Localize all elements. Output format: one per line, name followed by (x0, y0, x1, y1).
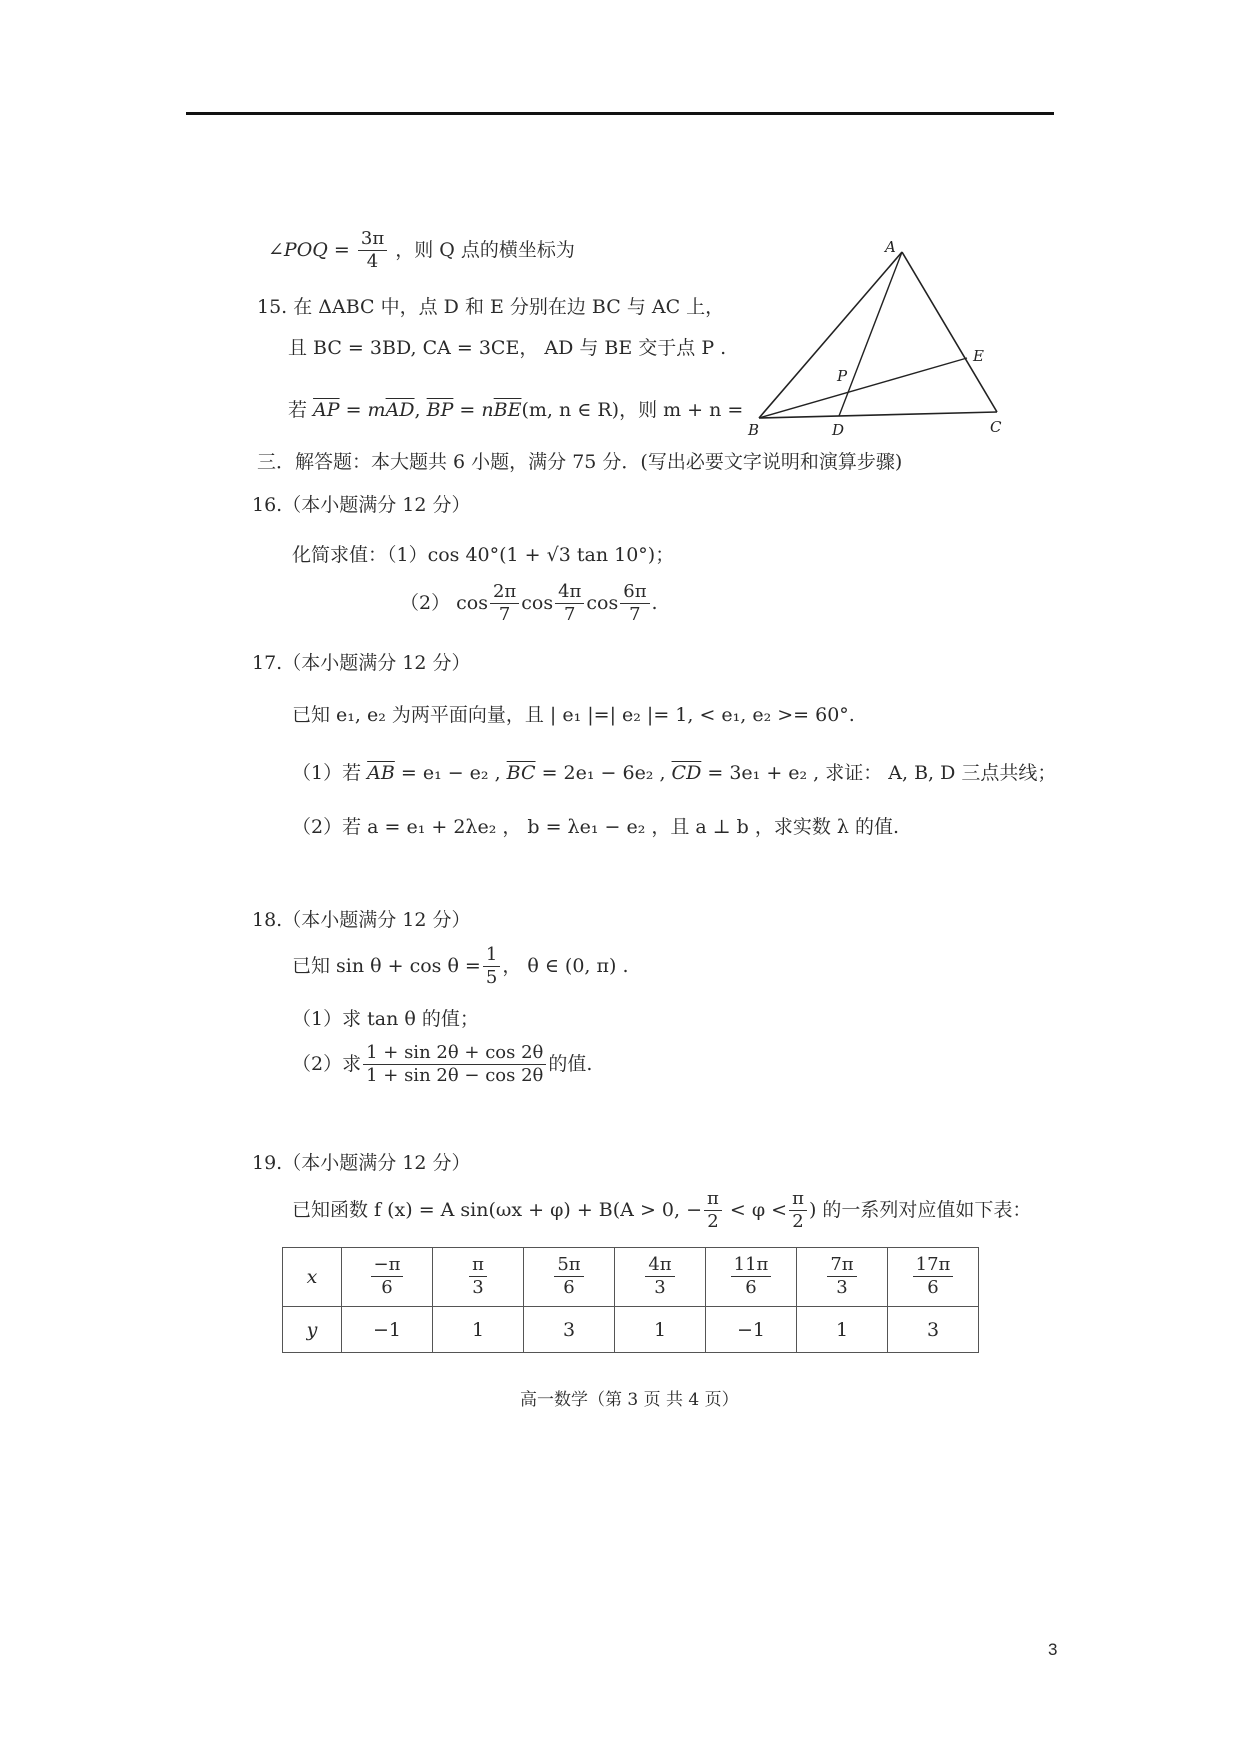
q15-line3-prefix: 若 (288, 399, 314, 421)
q15-comma: , (414, 399, 427, 421)
q18-part1: （1）求 tan θ 的值； (292, 1008, 479, 1030)
q16-cos3: cos (586, 591, 619, 614)
table-x-label: x (283, 1248, 342, 1307)
table-x-num: 11π (731, 1256, 772, 1277)
table-cell-y: 1 (797, 1307, 888, 1353)
table-x-num: 5π (554, 1256, 583, 1277)
vector-bc: $\overline{BC}$ (506, 762, 536, 784)
q15-line3 (288, 395, 743, 422)
q18-given-prefix: 已知 sin θ + cos θ = (292, 954, 481, 977)
q14-lhs: ∠POQ = (268, 238, 350, 261)
table-x-num: 7π (827, 1256, 856, 1277)
q14-text: ，则 Q 点的横坐标为 (395, 238, 575, 261)
table-cell-x (888, 1248, 979, 1307)
q17-part1-a: = e₁ − e₂ , (394, 762, 507, 784)
side-ab (759, 252, 902, 418)
q14-frac-den: 4 (366, 250, 379, 272)
q16-cos2: cos (521, 591, 554, 614)
table-cell-x (433, 1248, 524, 1307)
q18-given-den: 5 (485, 966, 498, 988)
table-x-den: 6 (563, 1277, 575, 1298)
table-x-num: 17π (913, 1256, 954, 1277)
q16-part2 (400, 583, 658, 625)
q15-eq1: = m (339, 399, 386, 421)
q16-frac2-num: 4π (555, 583, 584, 604)
q14-fraction (358, 230, 387, 272)
q16-frac1-den: 7 (498, 603, 511, 625)
page-footer: 高一数学（第 3 页 共 4 页） (520, 1390, 739, 1410)
q19-header: 19.（本小题满分 12 分） (252, 1152, 471, 1174)
label-p: P (837, 367, 848, 385)
label-a: A (885, 240, 896, 256)
q16-frac1 (490, 583, 519, 625)
q16-end: . (651, 591, 658, 614)
side-bc (759, 412, 997, 418)
q17-part1 (292, 758, 1056, 785)
q17-part2: （2）若 a = e₁ + 2λe₂ ， b = λe₁ − e₂ ，且 a ⊥ b ，求实数 λ 的值. (292, 816, 900, 838)
q16-frac3-num: 6π (620, 583, 649, 604)
vector-ad: $\overline{AD}$ (385, 399, 415, 421)
q18-given-frac (483, 946, 500, 988)
q14-frac-num: 3π (358, 230, 387, 251)
table-cell-y: 1 (433, 1307, 524, 1353)
value-table (282, 1247, 979, 1353)
q19-pi1 (704, 1190, 722, 1232)
q17-part1-c: = 3e₁ + e₂ , 求证： A, B, D 三点共线； (701, 762, 1057, 784)
section-three-title: 三．解答题：本大题共 6 小题，满分 75 分．(写出必要文字说明和演算步骤) (257, 451, 903, 473)
q15-line2: 且 BC = 3BD, CA = 3CE， AD 与 BE 交于点 P . (288, 337, 727, 359)
q16-frac2-den: 7 (564, 603, 576, 625)
vector-cd: $\overline{CD}$ (671, 762, 702, 784)
table-cell-y: 3 (524, 1307, 615, 1353)
q15-tail: (m, n ∈ R)，则 m + n = (521, 399, 744, 421)
q16-frac1-num: 2π (490, 583, 519, 604)
q15-eq2: = n (453, 399, 494, 421)
label-b: B (748, 421, 760, 439)
q17-header: 17.（本小题满分 12 分） (252, 652, 471, 674)
table-cell-y: 1 (615, 1307, 706, 1353)
q18-given-num: 1 (483, 946, 500, 967)
side-ac (902, 252, 997, 412)
table-x-num: −π (371, 1256, 404, 1277)
q19-pi2-num: π (789, 1190, 807, 1211)
q16-part2-label: （2） cos (400, 591, 488, 614)
q18-part2-num: 1 + sin 2θ + cos 2θ (363, 1044, 546, 1065)
page-number: 3 (1048, 1640, 1058, 1659)
vector-ab: $\overline{AB}$ (367, 762, 395, 784)
table-x-den: 3 (654, 1277, 666, 1298)
q16-frac2 (555, 583, 584, 625)
table-x-den: 6 (745, 1277, 757, 1298)
table-cell-x (615, 1248, 706, 1307)
vector-be: $\overline{BE}$ (493, 399, 522, 421)
table-row-y (283, 1307, 979, 1353)
vector-ap: $\overline{AP}$ (313, 399, 340, 421)
triangle-figure (745, 240, 1015, 440)
q14-tail (268, 230, 575, 272)
table-cell-y: 3 (888, 1307, 979, 1353)
table-cell-x (342, 1248, 433, 1307)
q18-part2-frac (363, 1044, 546, 1086)
table-row-x (283, 1248, 979, 1307)
q18-part2-prefix: （2）求 (292, 1052, 362, 1075)
q18-given (292, 946, 629, 988)
table-cell-y: −1 (342, 1307, 433, 1353)
label-e: E (973, 347, 984, 365)
header-rule (186, 112, 1054, 115)
q18-part2 (292, 1044, 592, 1086)
table-cell-y: −1 (706, 1307, 797, 1353)
q19-given-prefix: 已知函数 f (x) = A sin(ωx + φ) + B(A > 0, − (292, 1198, 702, 1221)
q16-header: 16.（本小题满分 12 分） (252, 494, 471, 516)
segment-ad (839, 252, 902, 416)
q19-pi2-den: 2 (792, 1210, 804, 1232)
table-x-den: 6 (927, 1277, 939, 1298)
q17-part1-b: = 2e₁ − 6e₂ , (535, 762, 672, 784)
q19-pi2 (789, 1190, 807, 1232)
table-x-num: 4π (645, 1256, 674, 1277)
q16-part1: 化简求值：（1）cos 40°(1 + √3 tan 10°)； (292, 544, 675, 566)
q18-part2-tail: 的值. (548, 1052, 593, 1075)
table-y-label: y (283, 1307, 342, 1353)
table-x-den: 3 (472, 1277, 484, 1298)
q17-part1-prefix: （1）若 (292, 762, 368, 784)
q18-given-tail: ， θ ∈ (0, π) . (502, 954, 629, 977)
label-d: D (832, 421, 845, 439)
q17-given: 已知 e₁, e₂ 为两平面向量，且 | e₁ |=| e₂ |= 1, < e₁, e₂ >= 60°. (292, 704, 855, 726)
table-x-den: 3 (836, 1277, 848, 1298)
q18-part2-den: 1 + sin 2θ − cos 2θ (366, 1064, 544, 1086)
q19-pi1-num: π (704, 1190, 722, 1211)
q16-frac3-den: 7 (629, 603, 641, 625)
table-x-num: π (469, 1256, 487, 1277)
vector-bp: $\overline{BP}$ (426, 399, 454, 421)
q19-given-tail: ) 的一系列对应值如下表： (808, 1198, 1032, 1221)
q18-header: 18.（本小题满分 12 分） (252, 909, 471, 931)
table-cell-x (797, 1248, 888, 1307)
label-c: C (990, 418, 1002, 436)
table-cell-x (524, 1248, 615, 1307)
segment-be (759, 358, 967, 418)
table-x-den: 6 (381, 1277, 393, 1298)
q16-frac3 (620, 583, 649, 625)
q19-mid: < φ < (723, 1198, 788, 1221)
q19-given (292, 1190, 1031, 1232)
q15-line1: 15. 在 ΔABC 中，点 D 和 E 分别在边 BC 与 AC 上， (257, 296, 725, 318)
table-cell-x (706, 1248, 797, 1307)
q19-pi1-den: 2 (707, 1210, 719, 1232)
